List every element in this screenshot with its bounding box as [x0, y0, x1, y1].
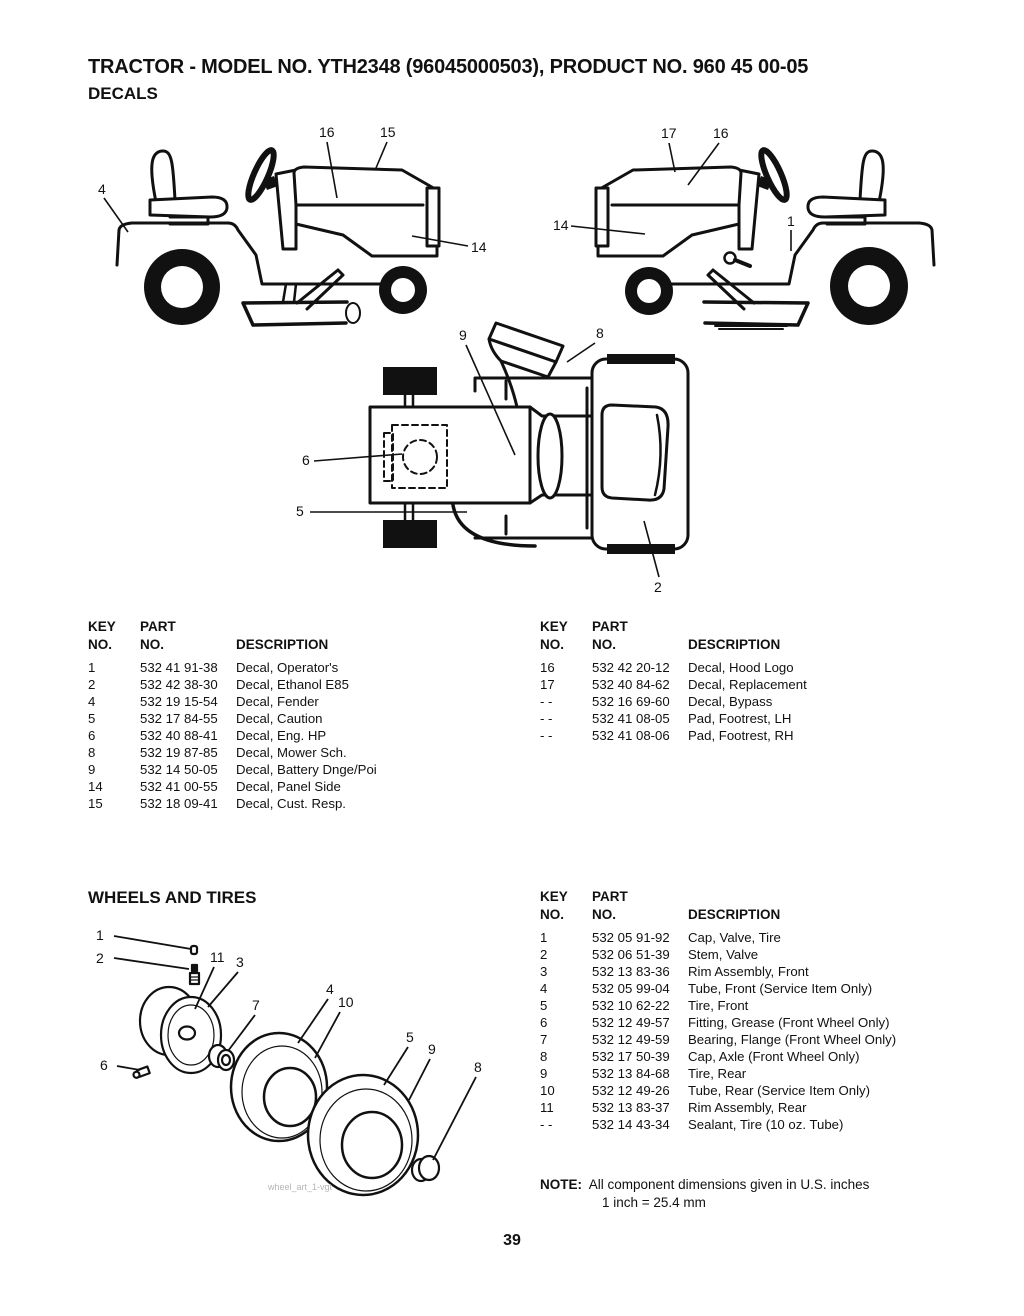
rear-wheel: [830, 247, 908, 325]
steering-wheel-top: [538, 414, 562, 498]
callout-14: 14: [553, 217, 569, 233]
callout-8: 8: [474, 1059, 482, 1075]
table-row: 2 532 06 51-39 Stem, Valve: [540, 947, 759, 962]
callout-5: 5: [406, 1029, 414, 1045]
callout-8: 8: [596, 325, 604, 341]
callout-7: 7: [252, 997, 260, 1013]
note-label: NOTE:: [540, 1177, 582, 1192]
table-row: - - 532 41 08-05 Pad, Footrest, LH: [540, 711, 792, 726]
decals-parts-table-left: [88, 618, 518, 812]
hood: [294, 167, 439, 256]
table-header: KEY PART NO. NO. DESCRIPTION: [540, 619, 781, 652]
table-row: 7 532 12 49-59 Bearing, Flange (Front Wheel Only): [540, 1032, 897, 1047]
callout-9: 9: [459, 327, 467, 343]
table-row: 9 532 14 50-05 Decal, Battery Dnge/Poi: [88, 762, 377, 777]
table-row: 8 532 19 87-85 Decal, Mower Sch.: [88, 745, 347, 760]
seat: [808, 151, 885, 224]
callout-14: 14: [471, 239, 487, 255]
callout-1: 1: [787, 213, 795, 229]
table-row: 16 532 42 20-12 Decal, Hood Logo: [540, 660, 794, 675]
table-row: 9 532 13 84-68 Tire, Rear: [540, 1066, 747, 1081]
callout-9: 9: [428, 1041, 436, 1057]
table-row: 8 532 17 50-39 Cap, Axle (Front Wheel Only): [540, 1049, 860, 1064]
note-line2: 1 inch = 25.4 mm: [602, 1195, 706, 1210]
table-row: 17 532 40 84-62 Decal, Replacement: [540, 677, 807, 692]
seat: [150, 151, 227, 224]
wheels-diagram: [88, 925, 508, 1215]
callout-2: 2: [654, 579, 662, 595]
table-row: - - 532 16 69-60 Decal, Bypass: [540, 694, 773, 709]
page-title: TRACTOR - MODEL NO. YTH2348 (96045000503), PRODUCT NO. 960 45 00-05: [88, 56, 809, 78]
table-row: 4 532 05 99-04 Tube, Front (Service Item Only): [540, 981, 873, 996]
table-row: 10 532 12 49-26 Tube, Rear (Service Item Only): [540, 1083, 870, 1098]
left-tractor-diagram: [90, 118, 510, 338]
callout-16: 16: [319, 124, 335, 140]
callout-11: 11: [210, 949, 225, 965]
rear-tire: [308, 1075, 418, 1195]
table-row: 2 532 42 38-30 Decal, Ethanol E85: [88, 677, 349, 692]
section-title-decals: DECALS: [88, 84, 158, 103]
table-header: KEY PART NO. NO. DESCRIPTION: [88, 619, 329, 652]
callout-1: 1: [96, 927, 104, 943]
callout-16: 16: [713, 125, 729, 141]
table-row: 6 532 12 49-57 Fitting, Grease (Front Wheel Only): [540, 1015, 890, 1030]
page-number: 39: [503, 1232, 521, 1249]
front-wheel: [379, 266, 427, 314]
deck-edge: [453, 505, 535, 546]
table-row: 11 532 13 83-37 Rim Assembly, Rear: [540, 1100, 807, 1115]
right-tractor-diagram: [525, 118, 945, 338]
steering-wheel: [739, 147, 791, 249]
table-row: 15 532 18 09-41 Decal, Cust. Resp.: [88, 796, 346, 811]
diagram-caption: wheel_art_1-vgt: [268, 1182, 333, 1192]
callout-2: 2: [96, 950, 104, 966]
top-view-diagram: [280, 315, 710, 605]
table-header: KEY PART NO. NO. DESCRIPTION: [540, 889, 781, 922]
valve-cap: [191, 946, 197, 954]
valve-stem: [190, 965, 199, 984]
callout-15: 15: [380, 124, 396, 140]
callout-4: 4: [326, 981, 334, 997]
callout-17: 17: [661, 125, 677, 141]
table-row: 6 532 40 88-41 Decal, Eng. HP: [88, 728, 327, 743]
discharge-chute: [489, 323, 563, 407]
steering-wheel: [244, 147, 296, 249]
dimensions-note: [540, 1176, 960, 1212]
callout-10: 10: [338, 994, 354, 1010]
callout-4: 4: [98, 181, 106, 197]
wheels-parts-table: [540, 888, 1002, 1133]
table-row: 4 532 19 15-54 Decal, Fender: [88, 694, 319, 709]
section-title-wheels: WHEELS AND TIRES: [88, 888, 257, 907]
callout-5: 5: [296, 503, 304, 519]
axle-cap: [412, 1156, 439, 1181]
table-row: 3 532 13 83-36 Rim Assembly, Front: [540, 964, 809, 979]
decals-parts-table-right: [540, 618, 980, 744]
table-row: 5 532 10 62-22 Tire, Front: [540, 998, 749, 1013]
seat-section: [592, 354, 688, 554]
table-row: 5 532 17 84-55 Decal, Caution: [88, 711, 323, 726]
callout-3: 3: [236, 954, 244, 970]
table-row: - - 532 41 08-06 Pad, Footrest, RH: [540, 728, 794, 743]
callout-6: 6: [100, 1057, 108, 1073]
mower-deck: [704, 270, 808, 329]
callout-6: 6: [302, 452, 310, 468]
table-row: 1 532 41 91-38 Decal, Operator's: [88, 660, 339, 675]
note-line1: All component dimensions given in U.S. inches: [588, 1177, 870, 1192]
table-row: 1 532 05 91-92 Cap, Valve, Tire: [540, 930, 781, 945]
bypass-lever: [725, 253, 751, 267]
rear-wheel: [144, 249, 220, 325]
table-row: - - 532 14 43-34 Sealant, Tire (10 oz. Tube): [540, 1117, 844, 1132]
front-wheel: [625, 267, 673, 315]
table-row: 14 532 41 00-55 Decal, Panel Side: [88, 779, 341, 794]
hood: [596, 167, 741, 256]
